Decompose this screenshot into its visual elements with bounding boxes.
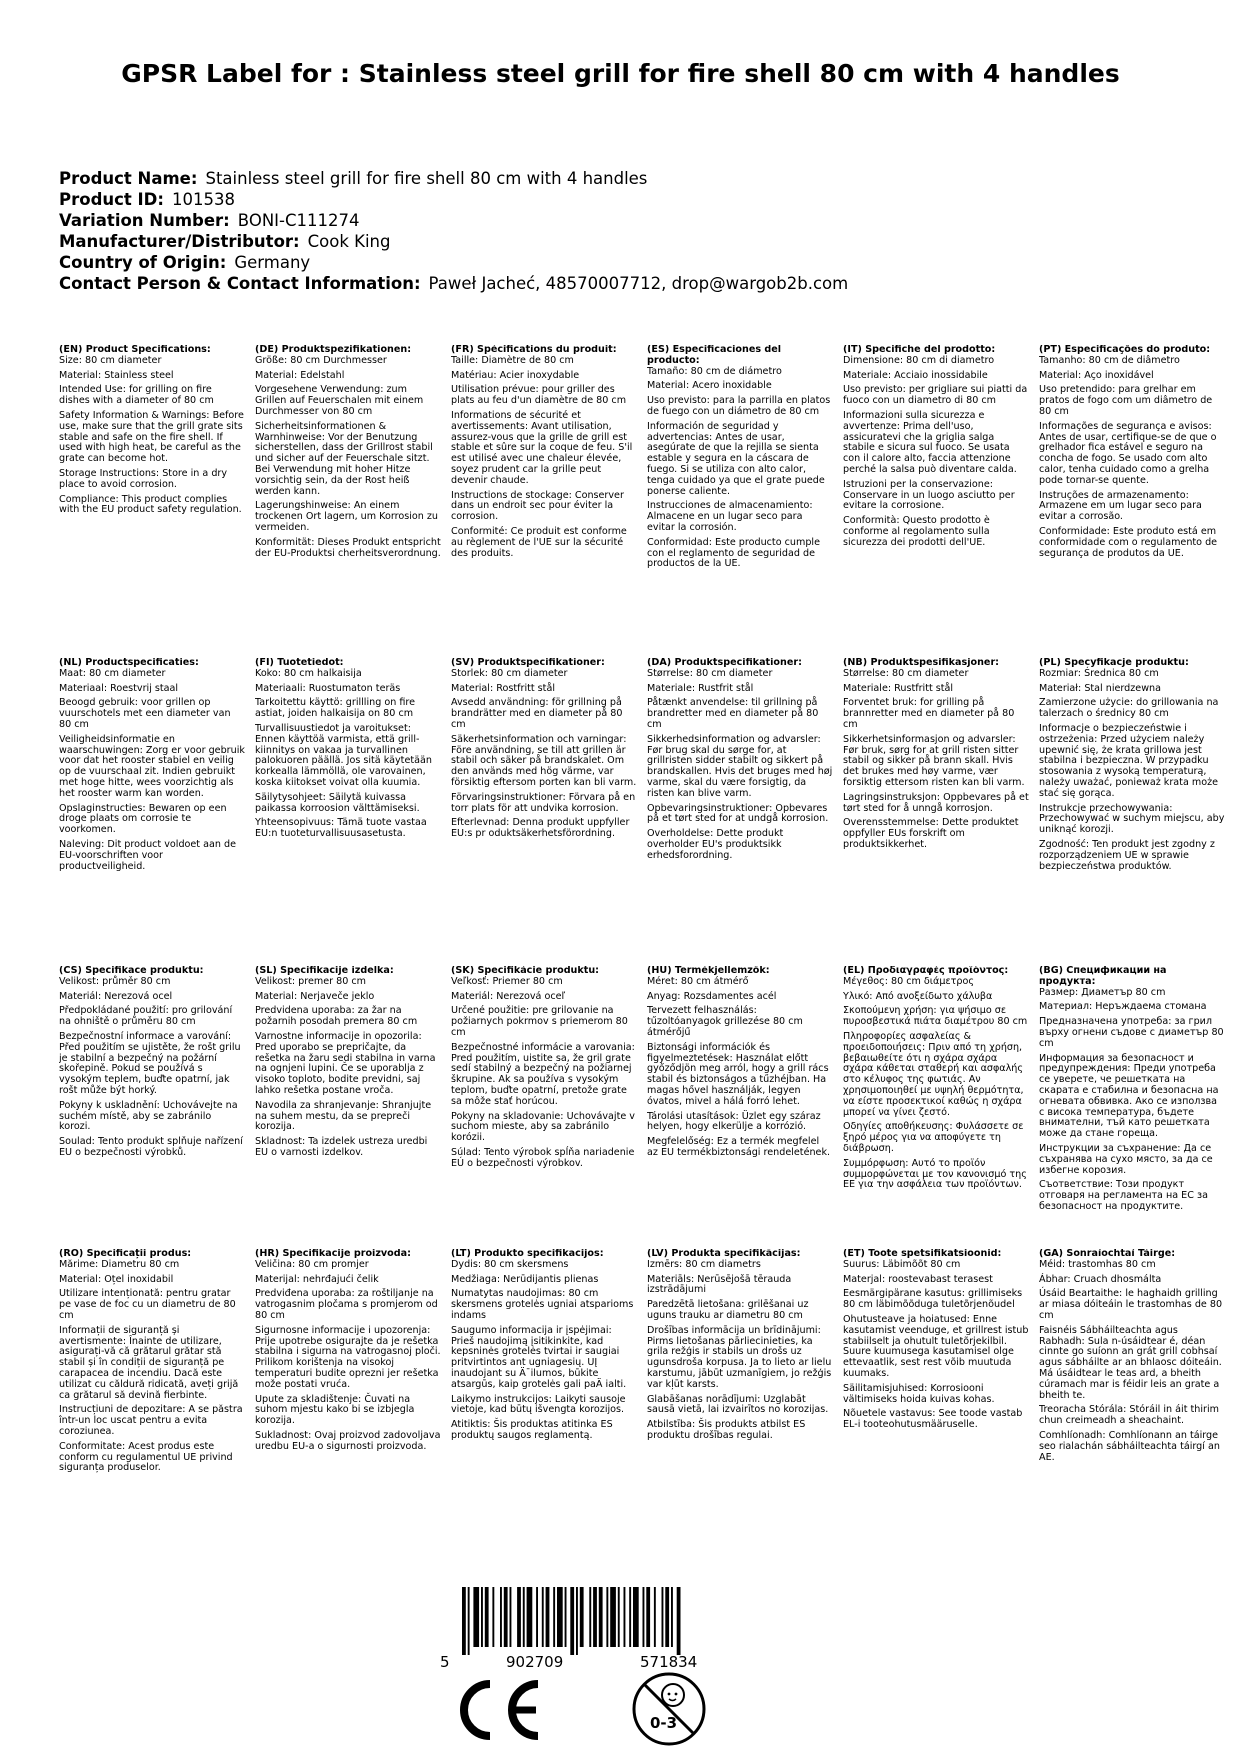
spec-block-0: [59, 345, 245, 650]
spec-block-1: [255, 345, 441, 650]
spec-block-line: Material: Edelstahl: [255, 369, 345, 381]
spec-block-line: Υλικό: Από ανοξείδωτο χάλυβα: [843, 990, 993, 1002]
spec-block-heading: (SK) Špecifikácie produktu:: [451, 966, 600, 976]
spec-block-line: Velikost: premer 80 cm: [255, 975, 367, 987]
barcode-bar: [570, 1587, 574, 1655]
spec-block-line: Предназначена употреба: за грил върху огнени съдове с диаметър 80 cm: [1039, 1016, 1224, 1049]
spec-block-line: Materiál: Nerezová oceľ: [451, 990, 566, 1002]
spec-block-line: Informations de sécurité et avertissements: Avant utilisation, assurez-vous que la grille de grill est stable et sûre sur la coque de feu. S'il est utilisé avec une chaleur élevée, soyez prudent car la grille peut devenir chaude.: [451, 409, 633, 486]
spec-block-line: Safety Information & Warnings: Before use, make sure that the grill grate sits stable and safe on the fire shell. If used with high heat, be careful as the grate can become hot.: [59, 409, 244, 465]
spec-block-line: Conformitate: Acest produs este conform cu regulamentul UE privind siguranța produselor.: [59, 1440, 233, 1474]
barcode-bar: [629, 1587, 631, 1647]
spec-block-18: [59, 1249, 245, 1554]
spec-block-line: Tamaño: 80 cm de diámetro: [647, 365, 782, 377]
country-row: [59, 252, 1199, 273]
spec-block-line: Ohutusteave ja hoiatused: Enne kasutamist veenduge, et grillrest istub stabiilselt ja ohutult tuletõrjekilbil. Suure kuumusega kasutamisel olge ettevaatlik, sest rest võib muutuda kuumaks.: [843, 1313, 1029, 1379]
spec-block-line: Säilytysohjeet: Säilytä kuivassa paikassa korroosion välttämiseksi.: [255, 791, 420, 814]
spec-block-line: Materiaal: Roestvrij staal: [59, 682, 179, 694]
spec-block-line: Suurus: Läbimõõt 80 cm: [843, 1258, 961, 1270]
spec-block-19: [255, 1249, 441, 1554]
spec-block-line: Atitiktis: Šis produktas atitinka ES produktų saugos reglamentą.: [451, 1419, 613, 1441]
spec-block-line: Pokyny na skladovanie: Uchovávajte v suchom mieste, aby sa zabránilo korózii.: [451, 1110, 635, 1144]
spec-block-2: [451, 345, 637, 650]
barcode-bar: [654, 1587, 656, 1647]
spec-block-line: Dydis: 80 cm skersmens: [451, 1258, 569, 1270]
barcode-bar: [523, 1587, 525, 1647]
product-id-value: 101538: [171, 190, 235, 209]
contact-label: Contact Person & Contact Information:: [59, 274, 421, 293]
spec-block-line: Conformidade: Este produto está em conformidade com o regulamento de segurança de produtos da UE.: [1039, 525, 1218, 559]
spec-block-line: Varnostne informacije in opozorila: Pred uporabo se prepričajte, da rešetka na žaru sedi stabilna in varna na ognjeni lupini. Če se uporablja z visoko toploto, bodite previdni, saj lahko rešetka postane vroča.: [255, 1030, 436, 1096]
spec-block-line: Veiligheidsinformatie en waarschuwingen: Zorg er voor gebruik voor dat het rooster stabiel en veilig op de vuurschaal zit. Indien gebruikt met hoge hitte, wees voorzichtig als het rooster warm kan worden.: [59, 733, 245, 799]
spec-block-line: Avsedd användning: för grillning på brandrätter med en diameter på 80 cm: [451, 697, 623, 730]
product-name-label: Product Name:: [59, 169, 198, 188]
manufacturer-value: Cook King: [307, 232, 391, 251]
barcode-right-digits: 571834: [640, 1653, 698, 1671]
barcode-bar: [536, 1587, 538, 1647]
spec-block-11: [1039, 658, 1225, 963]
spec-block-line: Zgodność: Ten produkt jest zgodny z rozporządzeniem UE w sprawie bezpieczeństwa produktów.: [1039, 838, 1215, 872]
spec-block-line: Sukladnost: Ovaj proizvod zadovoljava uredbu EU-a o sigurnosti proizvoda.: [255, 1429, 441, 1452]
spec-block-line: Størrelse: 80 cm diameter: [647, 667, 773, 679]
spec-block-line: Material: Stainless steel: [59, 369, 174, 381]
spec-block-line: Οδηγίες αποθήκευσης: Φυλάσσετε σε ξηρό μέρος για να αποφύγετε τη διάβρωση.: [843, 1121, 1024, 1154]
spec-block-line: Dimensione: 80 cm di diametro: [843, 354, 995, 366]
spec-block-22: [843, 1249, 1029, 1554]
spec-block-line: Paredzētā lietošana: grilēšanai uz uguns trauku ar diametru 80 cm: [647, 1299, 809, 1321]
spec-block-line: Predvidena uporaba: za žar na požarnih posodah premera 80 cm: [255, 1005, 418, 1028]
spec-block-line: Konformität: Dieses Produkt entspricht der EU-Produktsi cherheitsverordnung.: [255, 536, 441, 559]
spec-block-line: Uso pretendido: para grelhar em pratos de fogo com um diâmetro de 80 cm: [1039, 384, 1213, 417]
spec-block-line: Zamierzone użycie: do grillowania na talerzach o średnicy 80 cm: [1039, 697, 1219, 720]
spec-block-line: Maat: 80 cm diameter: [59, 667, 166, 679]
spec-block-3: [647, 345, 833, 650]
spec-block-heading: (NB) Produktspesifikasjoner:: [843, 658, 1000, 668]
spec-block-line: Materiale: Rustfritt stål: [843, 682, 954, 694]
barcode-bar: [542, 1587, 544, 1647]
spec-block-line: Biztonsági információk és figyelmeztetések: Használat előtt győződjön meg arról, hogy a grill rács stabil és biztonságos a tűzhéjban. Ha magas hővel használják, legyen óvatos, mivel a hálá forró lehet.: [647, 1041, 829, 1107]
spec-block-line: Opbevaringsinstruktioner: Opbevares på et tørt sted for at undgå korrosion.: [647, 802, 829, 825]
spec-block-heading: (SV) Produktspecifikationer:: [451, 658, 605, 668]
spec-block-heading: (LV) Produkta specifikācijas:: [647, 1249, 801, 1259]
spec-block-line: Materiaali: Ruostumaton teräs: [255, 682, 401, 694]
spec-block-line: Μέγεθος: 80 cm διάμετρος: [843, 975, 975, 987]
spec-block-13: [255, 966, 441, 1271]
spec-block-line: Utilizare intenționată: pentru gratar pe vase de foc cu un diametru de 80 cm: [59, 1288, 236, 1321]
spec-block-line: Turvallisuustiedot ja varoitukset: Ennen käyttöä varmista, että grill-kiinnitys on vakaa ja turvallinen palokuoren päällä. Jos sitä käytetään korkealla lämmöllä, ole varovainen, koska kiitokset voivat olla kuumia.: [255, 722, 432, 788]
ce-mark-icon: [452, 1676, 542, 1744]
product-name-value: Stainless steel grill for fire shell 80 cm with 4 handles: [205, 169, 648, 188]
spec-block-line: Storlek: 80 cm diameter: [451, 667, 568, 679]
spec-block-12: [59, 966, 245, 1271]
country-label: Country of Origin:: [59, 253, 227, 272]
spec-block-line: Tarkoitettu käyttö: grillling on fire astiat, joiden halkaisija on 80 cm: [255, 697, 416, 720]
spec-block-line: Předpokládané použití: pro grilování na ohniště o průměru 80 cm: [59, 1005, 233, 1028]
spec-block-heading: (SL) Specifikacije izdelka:: [255, 966, 394, 976]
spec-block-line: Koko: 80 cm halkaisija: [255, 667, 362, 679]
barcode-bar: [646, 1587, 650, 1647]
spec-block-line: Materiál: Nerezová ocel: [59, 990, 173, 1002]
product-name-row: [59, 168, 1199, 189]
spec-block-line: Compliance: This product complies with the EU product safety regulation.: [59, 493, 242, 516]
spec-block-4: [843, 345, 1029, 650]
spec-block-heading: (FI) Tuotetiedot:: [255, 658, 344, 668]
spec-block-line: Conformité: Ce produit est conforme au règlement de l'UE sur la sécurité des produits.: [451, 525, 627, 559]
spec-block-8: [451, 658, 637, 963]
barcode-bar: [643, 1587, 645, 1647]
spec-block-line: Información de seguridad y advertencias: Antes de usar, asegúrate de que la rejilla se sienta estable y segura en la cáscara de fuego. Si se utiliza con alto calor, tenga cuidado ya que el grate puede ponerse caliente.: [647, 420, 825, 497]
spec-block-line: Материал: Неръждаема стомана: [1039, 1001, 1207, 1013]
spec-block-line: Intended Use: for grilling on fire dishes with a diameter of 80 cm: [59, 384, 214, 407]
barcode-bar: [610, 1587, 616, 1647]
spec-block-heading: (ET) Toote spetsifikatsioonid:: [843, 1249, 1002, 1259]
spec-block-line: Größe: 80 cm Durchmesser: [255, 354, 387, 366]
barcode-bar: [580, 1587, 584, 1647]
spec-block-line: Instrucțiuni de depozitare: A se păstra într-un loc uscat pentru a evita coroziunea.: [59, 1404, 243, 1437]
spec-block-line: Saugumo informacija ir įspėjimai: Prieš naudojimą įsitikinkite, kad kepsninės grotelės tvirtai ir saugiai pritvirtintos ant ugniagesių. UĮ inaudojant su Ä¯ilumos, būkite atsargūs, kaip grotelės gali paÄ ialti.: [451, 1324, 627, 1390]
spec-block-line: Uso previsto: para la parrilla en platos de fuego con un diámetro de 80 cm: [647, 395, 831, 417]
spec-block-line: Matériau: Acier inoxydable: [451, 369, 580, 381]
spec-block-line: Instruções de armazenamento: Armazene em um lugar seco para evitar a corrosão.: [1039, 489, 1202, 523]
spec-block-line: Materiale: Acciaio inossidabile: [843, 369, 988, 381]
spec-block-line: Laikymo instrukcijos: Laikyti sausoje vietoje, kad būtų išvengta korozijos.: [451, 1393, 626, 1416]
barcode: [440, 1587, 750, 1682]
manufacturer-row: [59, 231, 1199, 252]
spec-block-line: Taille: Diamètre de 80 cm: [451, 354, 574, 366]
spec-block-line: Informații de siguranță și avertismente: Înainte de utilizare, asigurați-vă că grătarul grătar stă stabil și în condiții de siguranță pe carapacea de incendiu. Dacă este utilizat cu căldură ridicată, aveți grijă ca grătarul să devină fierbinte.: [59, 1324, 239, 1401]
spec-block-line: Méret: 80 cm átmérő: [647, 975, 749, 987]
barcode-bar: [485, 1587, 489, 1647]
barcode-bar: [510, 1587, 512, 1647]
spec-block-16: [843, 966, 1029, 1271]
spec-block-line: Съответствие: Този продукт отговаря на регламента на ЕС за безопасност на продуктите.: [1039, 1179, 1208, 1212]
product-id-label: Product ID:: [59, 190, 164, 209]
barcode-bar: [553, 1587, 555, 1647]
spec-block-line: Istruzioni per la conservazione: Conservare in un luogo asciutto per evitare la corrosione.: [843, 478, 1015, 512]
barcode-bar: [593, 1587, 597, 1647]
spec-block-line: Størrelse: 80 cm diameter: [843, 667, 969, 679]
barcode-left-digits: 902709: [506, 1653, 564, 1671]
spec-block-line: Materiał: Stal nierdzewna: [1039, 682, 1162, 694]
spec-block-line: Forventet bruk: for grilling på brannretter med en diameter på 80 cm: [843, 697, 1015, 730]
spec-block-line: Súlad: Tento výrobok spĺňa nariadenie EÚ o bezpečnosti výrobkov.: [451, 1146, 635, 1169]
age-label: 0-3: [650, 1714, 678, 1732]
contact-row: [59, 273, 1199, 294]
spec-block-9: [647, 658, 833, 963]
spec-block-line: Comhlíonadh: Comhlíonann an táirge seo rialachán sábháilteachta táirgí an AE.: [1039, 1429, 1220, 1463]
product-info: [59, 168, 1199, 294]
spec-block-heading: (LT) Produkto specifikacijos:: [451, 1249, 604, 1259]
spec-block-line: Tárolási utasítások: Üzlet egy száraz helyen, hogy elkerülje a korrózió.: [647, 1110, 821, 1133]
barcode-bar: [677, 1587, 681, 1655]
spec-block-14: [451, 966, 637, 1271]
spec-block-line: Uso previsto: per grigliare sui piatti da fuoco con un diametro di 80 cm: [843, 384, 1028, 407]
spec-block-line: Säkerhetsinformation och varningar: Före användning, se till att grillen är stabil och säker på brandskalet. Om den används med hög värme, var försiktig eftersom porten kan bli varm.: [451, 733, 637, 788]
spec-block-line: Velikost: průměr 80 cm: [59, 975, 171, 987]
barcode-bar: [662, 1587, 664, 1647]
spec-block-5: [1039, 345, 1225, 650]
spec-block-line: Material: Nerjaveče jeklo: [255, 990, 375, 1002]
spec-block-line: Σκοπούμενη χρήση: για ψήσιμο σε πυροσβεστικά πιάτα διαμέτρου 80 cm: [843, 1005, 1028, 1028]
spec-block-line: Atbilstība: Šis produkts atbilst ES produktu drošības regulai.: [647, 1419, 806, 1441]
spec-block-line: Upute za skladištenje: Čuvati na suhom mjestu kako bi se izbjegla korozija.: [255, 1393, 415, 1427]
spec-block-line: Instrukcje przechowywania: Przechowywać w suchym miejscu, aby uniknąć korozji.: [1039, 802, 1225, 836]
not-for-children-0-3-icon: [630, 1670, 708, 1748]
spec-block-line: Sikkerhetsinformasjon og advarsler: Før bruk, sørg for at grill risten sitter stabil og sikker på brann skall. Hvis det brukes med høy varme, vær forsiktig ettersom risten kan bli varm.: [843, 733, 1025, 788]
spec-block-line: Pokyny k uskladnění: Uchovávejte na suchém místě, aby se zabránilo korozi.: [59, 1099, 238, 1133]
spec-block-line: Sikkerhedsinformation og advarsler: Før brug skal du sørge for, at grillristen sidder stabilt og sikkert på brandskallen. Hvis det bruges med høj varme, skal du være forsigtig, da risten kan blive varm.: [647, 733, 833, 799]
spec-block-line: Navodila za shranjevanje: Shranjujte na suhem mestu, da se prepreči korozija.: [255, 1099, 432, 1133]
spec-block-line: Lagringsinstruksjon: Oppbevares på et tørt sted for å unngå korrosjon.: [843, 791, 1029, 814]
spec-block-line: Opslaginstructies: Bewaren op een droge plaats om corrosie te voorkomen.: [59, 802, 227, 836]
spec-block-line: Инструкции за съхранение: Да се съхранява на сухо място, за да се избегне корозия.: [1039, 1142, 1213, 1176]
spec-block-line: Veľkosť: Priemer 80 cm: [451, 975, 563, 987]
spec-block-line: Material: Oțel inoxidabil: [59, 1273, 174, 1285]
barcode-bar: [633, 1587, 639, 1647]
spec-block-heading: (ES) Especificaciones del producto:: [647, 345, 782, 366]
spec-block-heading: (EL) Προδιαγραφές προϊόντος:: [843, 966, 1009, 976]
spec-block-line: Informações de segurança e avisos: Antes de usar, certifique-se de que o grelhador fica estável e seguro na concha de fogo. Se usado com alto calor, tenha cuidado como a grelha pode tornar-se quente.: [1039, 420, 1217, 486]
barcode-bar: [492, 1587, 494, 1647]
spec-block-line: Určené použitie: pre grilovanie na požiarnych pokrmov s priemerom 80 cm: [451, 1005, 628, 1038]
barcode-bar: [500, 1587, 502, 1647]
barcode-bar: [481, 1587, 483, 1647]
product-id-row: [59, 189, 1199, 210]
spec-block-line: Faisnéis Sábháilteachta agus Rabhadh: Sula n-úsáidtear é, déan cinnte go suíonn an grát grill cobhsaí agus sábháilte ar an bhlaosc dóiteáin. Má úsáidtear le teas ard, a bheith cúramach mar is féidir leis an grate a bheith te.: [1039, 1324, 1222, 1401]
barcode-bar: [546, 1587, 550, 1647]
barcode-bar: [606, 1587, 608, 1647]
spec-block-line: Påtænkt anvendelse: til grillning på brandretter med en diameter på 80 cm: [647, 697, 819, 730]
spec-block-line: Информация за безопасност и предупреждения: Преди употреба се уверете, че решетката на скарата е стабилна и безопасна на огневата обвивка. Ако се използва с висока температура, бъдете внимателни, тъй като решетката може да стане гореща.: [1039, 1052, 1219, 1140]
spec-block-line: Informacje o bezpieczeństwie i ostrzeżenia: Przed użyciem należy upewnić się, że krata grillowa jest stabilna i bezpieczna. W przypadku stosowania z wysoką temperaturą, należy uważać, ponieważ krata może stać się gorąca.: [1039, 722, 1219, 799]
spec-block-line: Material: Rostfritt stål: [451, 682, 555, 694]
spec-block-line: Glabāšanas norādījumi: Uzglabāt sausā vietā, lai izvairītos no korozijas.: [647, 1393, 829, 1416]
spec-block-line: Numatytas naudojimas: 80 cm skersmens grotelės ugniai atsparioms indams: [451, 1288, 634, 1321]
spec-block-line: Material: Acero inoxidable: [647, 380, 772, 392]
spec-block-line: Material: Aço inoxidável: [1039, 369, 1154, 381]
spec-block-heading: (IT) Specifiche del prodotto:: [843, 345, 996, 355]
spec-block-heading: (HR) Specifikacije proizvoda:: [255, 1249, 411, 1259]
spec-block-heading: (PT) Especificações do produto:: [1039, 345, 1211, 355]
barcode-bar: [527, 1587, 533, 1647]
spec-block-line: Bezpečnostné informácie a varovania: Pred použitím, uistite sa, že gril grate sedí stabilný a bezpečný na požiarnej škrupine. Ak sa používa s vysokým teplom, buďte opatrní, pretože grate sa môže stať horúcou.: [451, 1041, 635, 1107]
spec-block-heading: (NL) Productspecificaties:: [59, 658, 199, 668]
spec-block-line: Säilitamisjuhised: Korrosiooni vältimiseks hoida kuivas kohas.: [843, 1382, 995, 1405]
spec-block-line: Materijal: nehrđajući čelik: [255, 1273, 379, 1285]
variation-number-label: Variation Number:: [59, 211, 230, 230]
spec-block-line: Vorgesehene Verwendung: zum Grillen auf Feuerschalen mit einem Durchmesser von 80 cm: [255, 384, 424, 417]
spec-block-heading: (CS) Specifikace produktu:: [59, 966, 204, 976]
spec-block-line: Size: 80 cm diameter: [59, 354, 162, 366]
spec-block-line: Bezpečnostní informace a varování: Před použitím se ujistěte, že rošt grilu je stabilní a bezpečný na požární skořepině. Pokud se používá s vysokým teplem, buďte opatrní, jak rošt může být horký.: [59, 1030, 241, 1096]
spec-block-line: Storage Instructions: Store in a dry place to avoid corrosion.: [59, 467, 228, 490]
variation-number-row: [59, 210, 1199, 231]
spec-block-line: Overholdelse: Dette produkt overholder EU's produktsikk erhedsforordning.: [647, 828, 784, 861]
barcode-bar: [665, 1587, 669, 1647]
spec-block-15: [647, 966, 833, 1271]
spec-block-line: Tamanho: 80 cm de diâmetro: [1039, 354, 1180, 366]
spec-block-heading: (BG) Спецификации на продукта:: [1039, 966, 1167, 987]
barcode-bar: [557, 1587, 563, 1647]
spec-block-17: [1039, 966, 1225, 1271]
spec-block-line: Úsáid Beartaithe: le haghaidh grilling ar miasa dóiteáin le trastomhas de 80 cm: [1039, 1288, 1223, 1321]
spec-block-line: Instructions de stockage: Conserver dans un endroit sec pour éviter la corrosion.: [451, 489, 624, 523]
barcode-bar: [624, 1587, 626, 1647]
spec-block-heading: (EN) Product Specifications:: [59, 345, 211, 355]
spec-block-line: Materjal: roostevabast terasest: [843, 1273, 993, 1285]
spec-block-heading: (RO) Specificații produs:: [59, 1249, 192, 1259]
spec-block-line: Nõuetele vastavus: See toode vastab EL-i tooteohutusmääruselle.: [843, 1408, 1023, 1431]
spec-block-line: Förvaringsinstruktioner: Förvara på en torr plats för att undvika korrosion.: [451, 791, 636, 814]
spec-block-line: Skladnost: Ta izdelek ustreza uredbi EU o varnosti izdelkov.: [255, 1136, 428, 1158]
manufacturer-label: Manufacturer/Distributor:: [59, 232, 300, 251]
barcode-first-digit: 5: [440, 1653, 450, 1671]
spec-block-line: Utilisation prévue: pour griller des plats au feu d'un diamètre de 80 cm: [451, 384, 627, 407]
spec-block-heading: (DA) Produktspecifikationer:: [647, 658, 802, 668]
spec-block-23: [1039, 1249, 1225, 1554]
spec-block-line: Πληροφορίες ασφαλείας & προειδοποιήσεις: Πριν από τη χρήση, βεβαιωθείτε ότι η σχάρα σχάρα σχάρα κάθεται σταθερή και ασφαλής στο κέλυφος της φωτιάς. Αν χρησιμοποιηθεί με υψηλή θερμότητα, να είστε προσεκτικοί καθώς η σχάρα μπορεί να γίνει ζεστό.: [843, 1030, 1024, 1118]
spec-block-line: Overensstemmelse: Dette produktet oppfyller EUs forskrift om produktsikkerhet.: [843, 817, 1019, 850]
spec-block-line: Drošības informācija un brīdinājumi: Pirms lietošanas pārliecinieties, ka grila režģis ir stabils un drošs uz ugunsdroša korpusa. Ja to lieto ar lielu karstumu, jābūt uzmanīgiem, jo režģis var kļūt karsts.: [647, 1324, 832, 1390]
spec-block-20: [451, 1249, 637, 1554]
spec-block-heading: (PL) Specyfikacje produktu:: [1039, 658, 1189, 668]
spec-block-line: Materiale: Rustfrit stål: [647, 682, 754, 694]
barcode-bar: [462, 1587, 466, 1655]
barcode-bar: [599, 1587, 603, 1647]
spec-block-line: Sigurnosne informacije i upozorenja: Prije upotrebe osigurajte da je rešetka stabilna i sigurna na vatrogasnoj ploči. Prilikom korištenja na visokoj temperaturi budite oprezni jer rešetka može postati vruća.: [255, 1324, 441, 1390]
spec-block-line: Instrucciones de almacenamiento: Almacene en un lugar seco para evitar la corrosión.: [647, 500, 813, 533]
spec-block-line: Размер: Диаметър 80 cm: [1039, 986, 1166, 998]
spec-block-line: Συμμόρφωση: Αυτό το προϊόν συμμορφώνεται με τον κανονισμό της ΕΕ για την ασφάλεια των προϊόντων.: [843, 1157, 1027, 1191]
spec-block-line: Méid: trastomhas 80 cm: [1039, 1258, 1156, 1270]
spec-block-line: Informazioni sulla sicurezza e avvertenze: Prima dell'uso, assicuratevi che la griglia salga stabile e sicura sul fuoco. Se usata con il calore alto, faccia attenzione perché la salsa può diventare calda.: [843, 409, 1017, 475]
spec-block-line: Materiāls: Nerūsējošā tērauda izstrādājumi: [647, 1273, 792, 1296]
barcode-bar: [517, 1587, 521, 1647]
spec-block-21: [647, 1249, 833, 1554]
spec-block-line: Naleving: Dit product voldoet aan de EU-voorschriften voor productveiligheid.: [59, 838, 236, 872]
spec-block-line: Efterlevnad: Denna produkt uppfyller EU:s pr oduktsäkerhetsförordning.: [451, 817, 630, 840]
spec-block-line: Soulad: Tento produkt splňuje nařízení EU o bezpečnosti výrobků.: [59, 1136, 243, 1158]
spec-block-10: [843, 658, 1029, 963]
barcode-bar: [504, 1587, 508, 1647]
spec-block-line: Lagerungshinweise: An einem trockenen Ort lagern, um Korrosion zu vermeiden.: [255, 500, 438, 533]
spec-block-line: Yhteensopivuus: Tämä tuote vastaa EU:n tuoteturvallisuusasetusta.: [255, 817, 427, 840]
spec-block-line: Rozmiar: Średnica 80 cm: [1039, 667, 1159, 679]
barcode-bar: [576, 1587, 578, 1655]
spec-block-line: Medžiaga: Nerūdijantis plienas: [451, 1273, 599, 1285]
spec-block-line: Ábhar: Cruach dhosmálta: [1039, 1273, 1162, 1285]
spec-block-line: Conformità: Questo prodotto è conforme al regolamento sulla sicurezza dei prodotti dell'UE.: [843, 515, 990, 548]
contact-value: Paweł Jacheć, 48570007712, drop@wargob2b.com: [428, 274, 849, 293]
spec-block-line: Treoracha Stórála: Stóráil in áit thirim chun creimeadh a sheachaint.: [1039, 1404, 1219, 1427]
barcode-bar: [589, 1587, 591, 1647]
barcode-bar: [468, 1587, 470, 1655]
barcode-bar: [473, 1587, 479, 1647]
spec-block-line: Predviđena uporaba: za roštiljanje na vatrogasnim pločama s promjerom od 80 cm: [255, 1288, 438, 1321]
spec-block-line: Veličina: 80 cm promjer: [255, 1258, 369, 1270]
spec-block-line: Eesmärgipärane kasutus: grillimiseks 80 cm läbimõõduga tuletõrjenõudel: [843, 1288, 1023, 1311]
spec-block-line: Anyag: Rozsdamentes acél: [647, 990, 777, 1002]
country-value: Germany: [234, 253, 311, 272]
barcode-bar: [565, 1587, 567, 1647]
spec-block-line: Mărime: Diametru 80 cm: [59, 1258, 180, 1270]
spec-block-line: Beoogd gebruik: voor grillen op vuurschotels met een diameter van 80 cm: [59, 697, 231, 730]
barcode-bars: [462, 1587, 742, 1655]
spec-block-line: Megfelelőség: Ez a termék megfelel az EU termékbiztonsági rendeletének.: [647, 1136, 831, 1158]
spec-block-line: Tervezett felhasználás: tűzoltóanyagok grillezése 80 cm átmérőjű: [647, 1005, 803, 1038]
spec-block-heading: (HU) Termékjellemzők:: [647, 966, 770, 976]
spec-block-heading: (DE) Produktspezifikationen:: [255, 345, 412, 355]
page-title: GPSR Label for : Stainless steel grill for fire shell 80 cm with 4 handles: [121, 59, 1120, 88]
spec-block-7: [255, 658, 441, 963]
spec-block-heading: (GA) Sonraíochtaí Táirge:: [1039, 1249, 1176, 1259]
variation-number-value: BONI-C111274: [237, 211, 360, 230]
barcode-bar: [671, 1587, 673, 1647]
spec-block-heading: (FR) Spécifications du produit:: [451, 345, 617, 355]
spec-block-line: Izmērs: 80 cm diametrs: [647, 1258, 761, 1270]
spec-block-6: [59, 658, 245, 963]
barcode-bar: [618, 1587, 620, 1647]
spec-block-line: Conformidad: Este producto cumple con el reglamento de seguridad de productos de la UE.: [647, 536, 820, 570]
spec-block-line: Sicherheitsinformationen & Warnhinweise: Vor der Benutzung sicherstellen, dass der Grillrost stabil und sicher auf der Feuerschale sitzt. Bei Verwendung mit hoher Hitze vorsichtig sein, da der Rost heiß werden kann.: [255, 420, 433, 497]
